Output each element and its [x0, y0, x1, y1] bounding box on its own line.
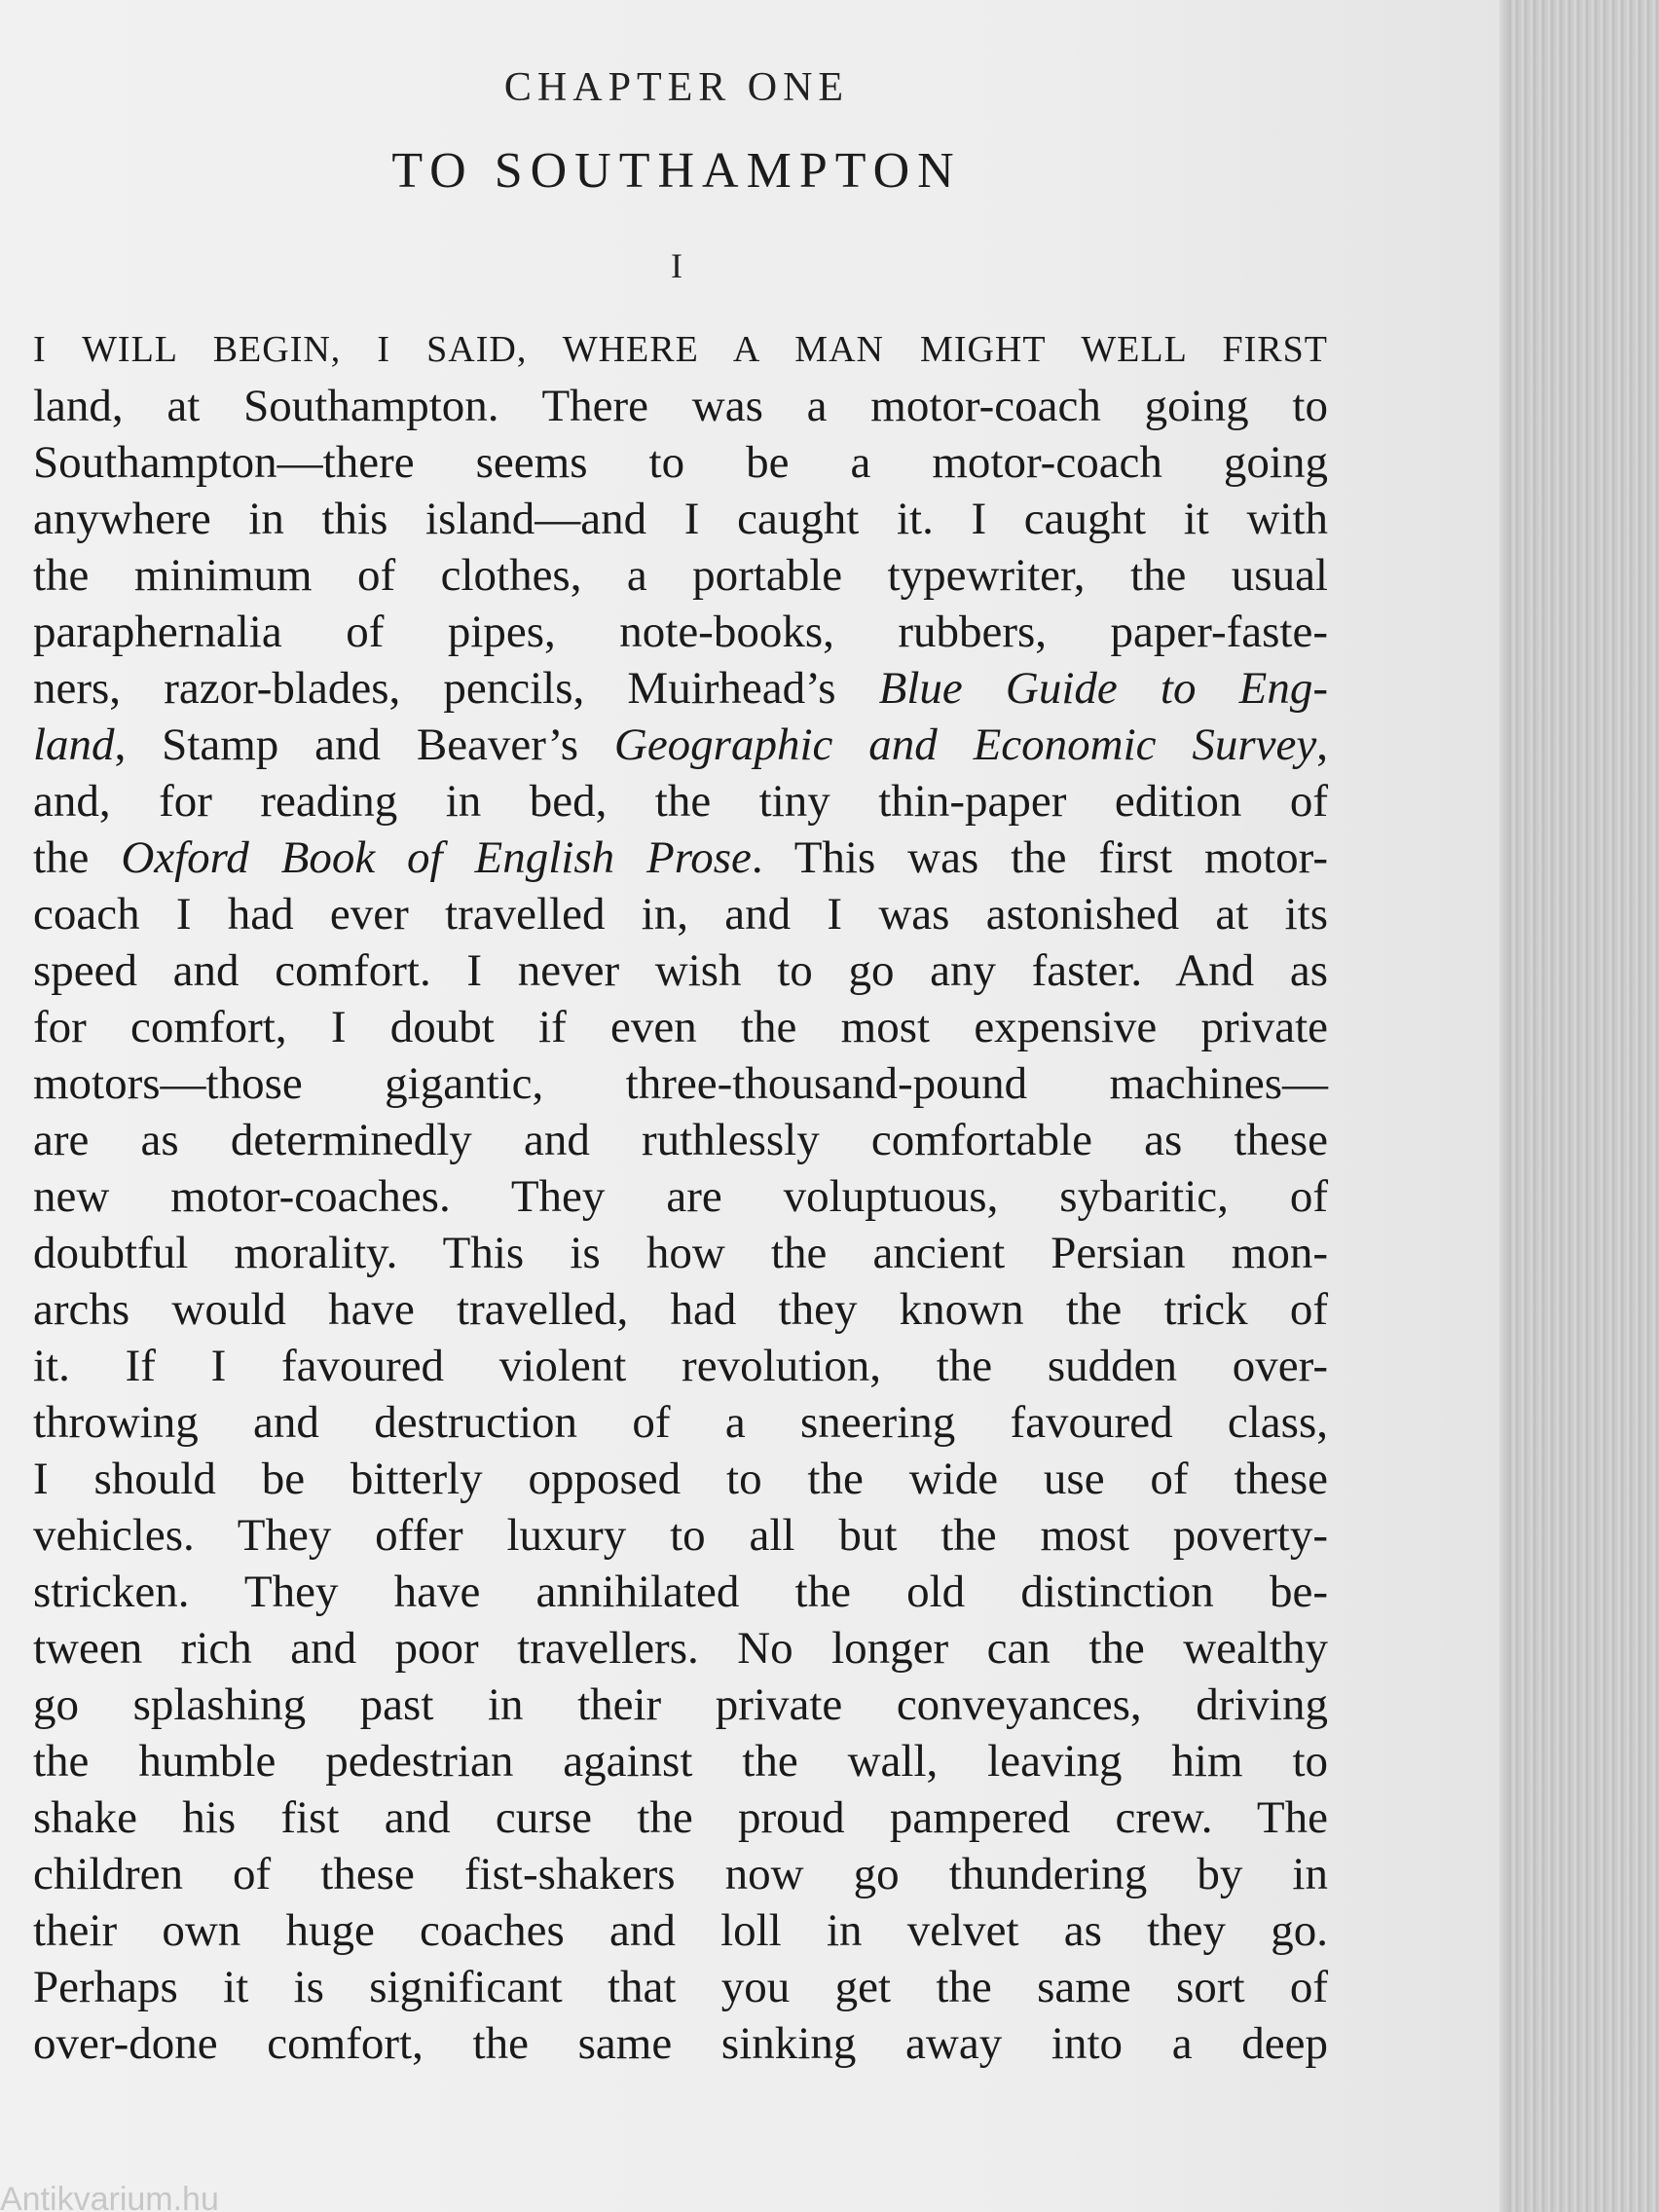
text-line: I should be bitterly opposed to the wide use of these	[33, 1454, 1328, 1504]
text-line: their own huge coaches and loll in velvet as they go.	[33, 1905, 1328, 1956]
text-line: speed and comfort. I never wish to go any faster. And as	[33, 945, 1328, 996]
text-line: over-done comfort, the same sinking away into a deep	[33, 2018, 1328, 2069]
text-line: anywhere in this island—and I caught it. I caught it with	[33, 494, 1328, 544]
text-line: children of these fist-shakers now go thundering by in	[33, 1849, 1328, 1899]
text-line: the Oxford Book of English Prose. This was the first motor-	[33, 832, 1329, 883]
text-line: for comfort, I doubt if even the most expensive private	[33, 1002, 1328, 1052]
text-line: Perhaps it is significant that you get the same sort of	[33, 1962, 1328, 2012]
text-line: shake his fist and curse the proud pampered crew. The	[33, 1792, 1328, 1843]
book-gutter	[1511, 0, 1659, 2212]
text-line: throwing and destruction of a sneering favoured class,	[33, 1397, 1328, 1448]
text-line: stricken. They have annihilated the old distinction be-	[33, 1567, 1328, 1617]
chapter-title: TO SOUTHAMPTON	[391, 143, 962, 199]
text-line: tween rich and poor travellers. No longer can the wealthy	[33, 1623, 1328, 1674]
text-line: ners, razor-blades, pencils, Muirhead’s Blue Guide to Eng-	[33, 663, 1328, 714]
text-line: doubtful morality. This is how the ancient Persian mon-	[33, 1228, 1328, 1278]
body-text	[33, 321, 1328, 2072]
text-line: go splashing past in their private conveyances, driving	[33, 1679, 1328, 1730]
text-line: Southampton—there seems to be a motor-coach going	[33, 437, 1328, 488]
text-line: land, at Southampton. There was a motor-coach going to	[33, 381, 1328, 431]
text-line: the humble pedestrian against the wall, leaving him to	[33, 1736, 1328, 1787]
watermark-text: Antikvarium.hu	[0, 2181, 219, 2212]
text-line: paraphernalia of pipes, note-books, rubbers, paper-faste-	[33, 607, 1328, 657]
text-line: it. If I favoured violent revolution, the sudden over-	[33, 1341, 1328, 1391]
text-line: the minimum of clothes, a portable typewriter, the usual	[33, 550, 1328, 601]
section-number: I	[671, 246, 682, 285]
text-line: land, Stamp and Beaver’s Geographic and Economic Survey,	[33, 719, 1328, 770]
text-line: vehicles. They offer luxury to all but the most poverty-	[33, 1510, 1328, 1561]
text-line: archs would have travelled, had they known the trick of	[33, 1284, 1328, 1335]
text-line: and, for reading in bed, the tiny thin-paper edition of	[33, 776, 1328, 827]
text-line: new motor-coaches. They are voluptuous, sybaritic, of	[33, 1171, 1328, 1222]
text-line: coach I had ever travelled in, and I was astonished at its	[33, 889, 1328, 940]
chapter-label: CHAPTER ONE	[503, 65, 850, 110]
text-line: motors—those gigantic, three-thousand-pound machines—	[33, 1058, 1328, 1109]
text-line: are as determinedly and ruthlessly comfortable as these	[33, 1115, 1328, 1165]
text-line: I WILL BEGIN, I SAID, WHERE A MAN MIGHT WELL FIRST	[33, 329, 1328, 370]
